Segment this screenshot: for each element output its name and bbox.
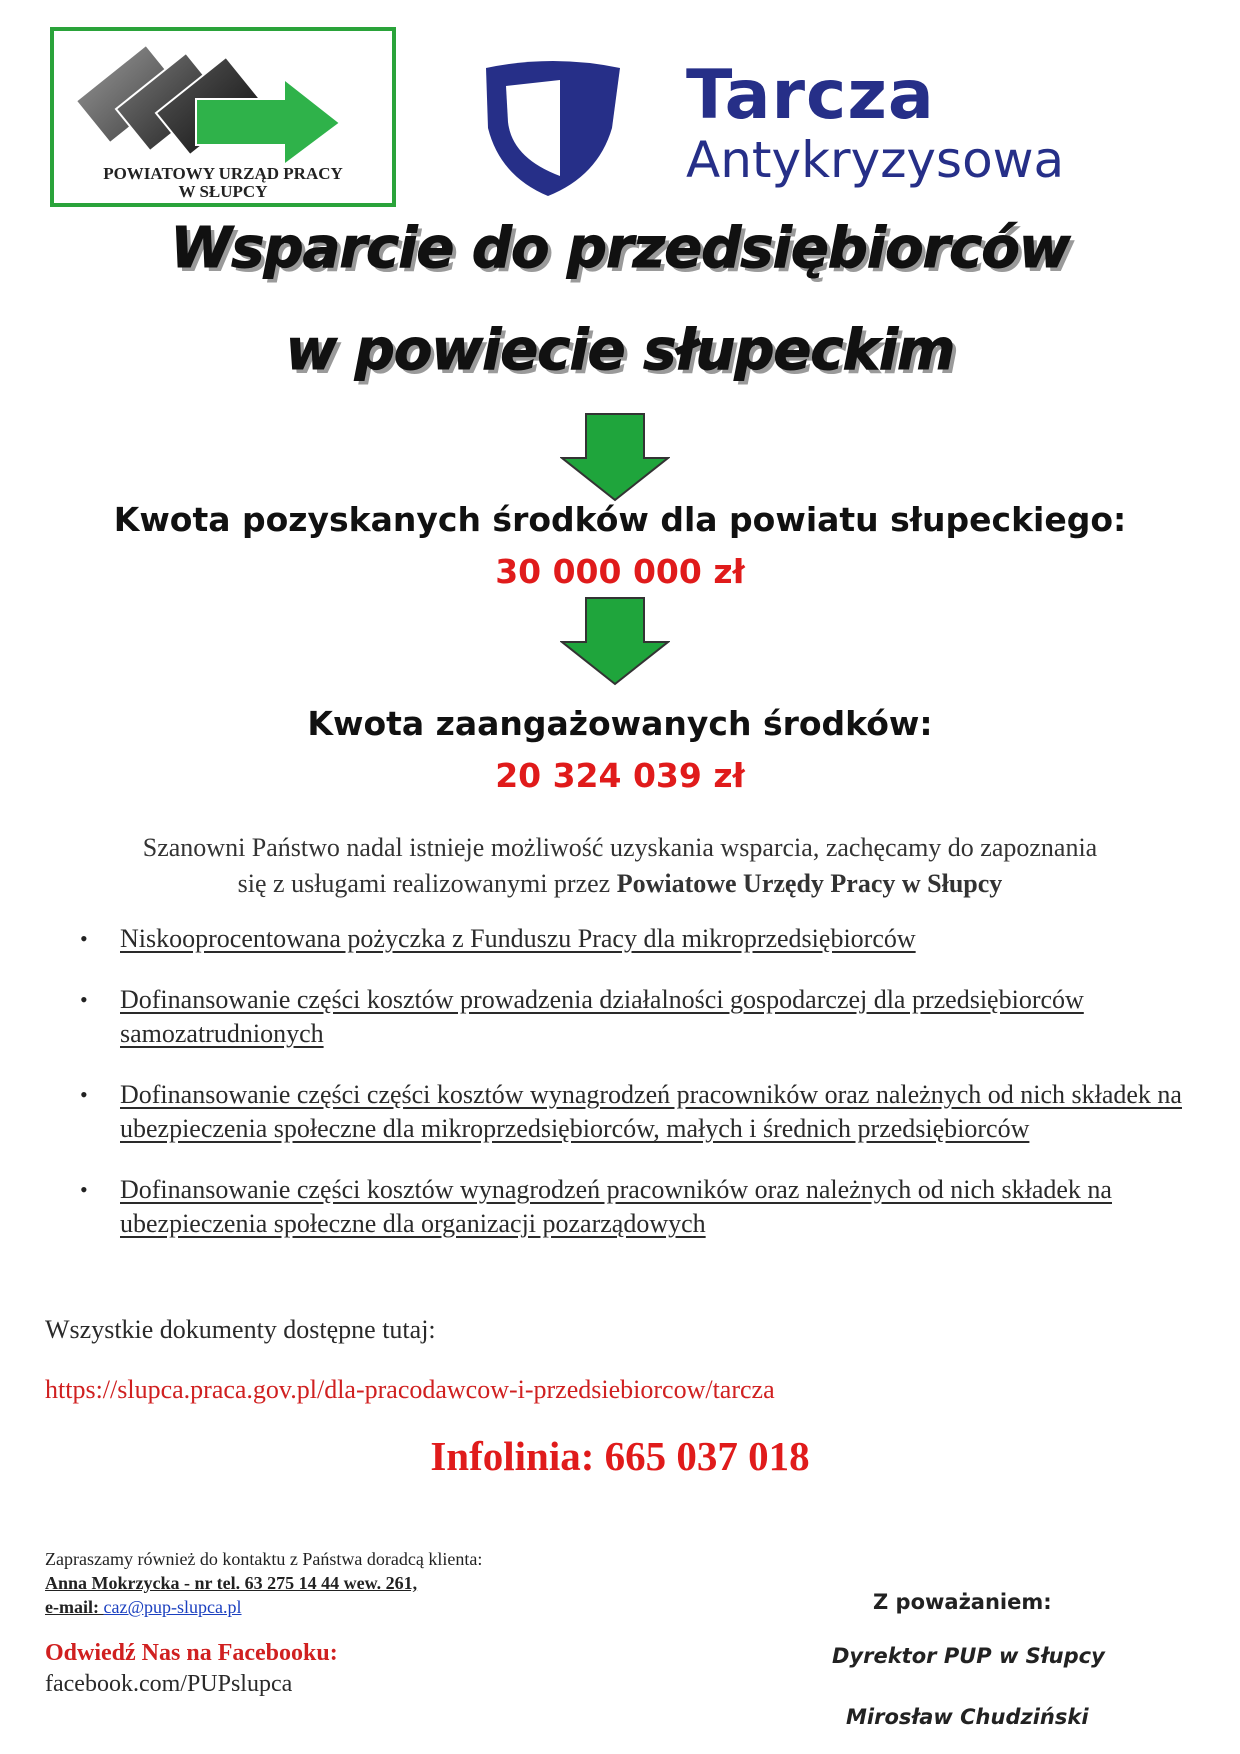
- pup-logo-line2: W SŁUPCY: [178, 182, 268, 201]
- intro-line2-bold: Powiatowe Urzędy Pracy w Słupcy: [616, 869, 1003, 898]
- documents-text: Wszystkie dokumenty dostępne tutaj:: [45, 1315, 436, 1344]
- signature-greeting: Z poważaniem:: [873, 1590, 1052, 1614]
- amount-obtained-value: 30 000 000 zł: [495, 552, 745, 591]
- tarcza-title: Tarcza: [686, 56, 935, 135]
- list-item: [80, 922, 1190, 956]
- service-link[interactable]: Dofinansowanie części kosztów wynagrodzeń pracowników oraz należnych od nich składek na ubezpieczenia społeczne dla organizacji pozarządowych: [120, 1175, 1112, 1238]
- services-list: [80, 922, 1190, 1268]
- facebook-title: Odwiedź Nas na Facebooku:: [45, 1640, 338, 1666]
- pup-logo-graphic: [64, 39, 384, 164]
- service-link[interactable]: Dofinansowanie części części kosztów wynagrodzeń pracowników oraz należnych od nich składek na ubezpieczenia społeczne dla mikroprzedsiębiorców, małych i średnich przedsiębiorców: [120, 1080, 1182, 1143]
- amount-committed-label: Kwota zaangażowanych środków:: [307, 704, 933, 743]
- contact-email-row: [45, 1595, 482, 1619]
- pup-logo: [50, 27, 396, 207]
- service-link[interactable]: Niskooprocentowana pożyczka z Funduszu Pracy dla mikroprzedsiębiorców: [120, 924, 916, 953]
- contact-intro: Zapraszamy również do kontaktu z Państwa doradcą klienta:: [45, 1549, 483, 1569]
- infolinia: Infolinia: 665 037 018: [430, 1433, 810, 1479]
- contact-email-label: e-mail:: [45, 1597, 104, 1617]
- list-item: [80, 983, 1190, 1051]
- arrow-down-icon: [560, 596, 670, 686]
- signature-name: Mirosław Chudziński: [846, 1705, 1089, 1729]
- tarcza-logo: [478, 58, 1128, 198]
- signature-title: Dyrektor PUP w Słupcy: [832, 1644, 1105, 1668]
- intro-text: [60, 830, 1180, 902]
- headline-line2: w powiecie słupeckim: [285, 318, 955, 383]
- documents-link[interactable]: https://slupca.praca.gov.pl/dla-pracodawcow-i-przedsiebiorcow/tarcza: [45, 1375, 775, 1404]
- headline-line1: Wsparcie do przedsiębiorców: [170, 216, 1070, 281]
- arrow-down-icon: [560, 412, 670, 502]
- intro-line1: Szanowni Państwo nadal istnieje możliwość uzyskania wsparcia, zachęcamy do zapoznania: [142, 833, 1098, 862]
- intro-line2-prefix: się z usługami realizowanymi przez: [237, 869, 617, 898]
- pup-logo-line1: POWIATOWY URZĄD PRACY: [103, 164, 343, 183]
- amount-committed-value: 20 324 039 zł: [495, 756, 745, 795]
- facebook-link[interactable]: facebook.com/PUPslupca: [45, 1671, 293, 1697]
- contact-email-link[interactable]: caz@pup-slupca.pl: [103, 1597, 242, 1617]
- amount-obtained-label: Kwota pozyskanych środków dla powiatu słupeckiego:: [113, 500, 1127, 539]
- shield-icon: [478, 58, 628, 203]
- list-item: [80, 1078, 1190, 1146]
- service-link[interactable]: Dofinansowanie części kosztów prowadzenia działalności gospodarczej dla przedsiębiorców samozatrudnionych: [120, 985, 1084, 1048]
- contact-block: [45, 1547, 482, 1619]
- tarcza-subtitle: Antykryzysowa: [686, 131, 1065, 189]
- intro-line2: [60, 866, 1180, 902]
- pup-logo-text: [54, 165, 392, 201]
- list-item: [80, 1173, 1190, 1241]
- contact-person: Anna Mokrzycka - nr tel. 63 275 14 44 wew. 261,: [45, 1573, 418, 1593]
